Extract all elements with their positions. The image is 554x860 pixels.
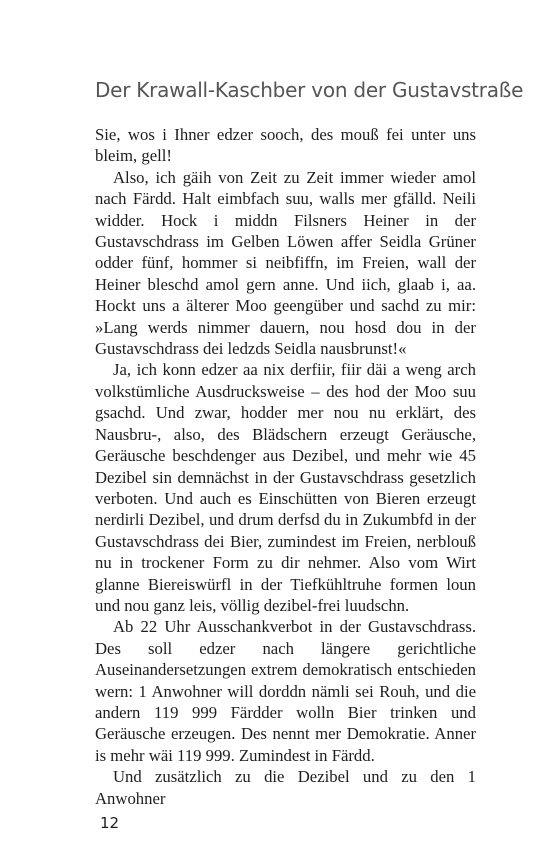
paragraph: Ab 22 Uhr Ausschankverbot in der Gustavschdrass. Des soll edzer nach längere gerichtliche Auseinandersetzungen extrem demokratisch entschieden wern: 1 Anwohner will dorddn nämli sei Rouh, und die andern 119 999 Färdder wolln Bier trinken und Geräusche erzeugen. Des nennt mer Demokratie. Anner is mehr wäi 119 999. Zumindest in Färdd. bbox=[95, 617, 476, 765]
paragraph: Ja, ich konn edzer aa nix derfiir, fiir däi a weng arch volkstümliche Ausdrucksweise – des hod der Moo suu gsachd. Und zwar, hodder mer nou nu erklärt, des Nausbru-, also, des Blädschern erzeugt Geräusche, Geräusche beschdenger aus Dezibel, und mehr wie 45 Dezibel sin demnächst in der Gustavschdrass gesetzlich verboten. Und auch es Einschütten von Bieren erzeugt nerdirli Dezibel, und drum derfsd du in Zukumbfd in der Gustavschdrass dei Bier, zumindest im Freien, nerblouß nu in trockener Form zu dir nehmer. Also vom Wirt glanne Biereiswürfl in der Tiefkühltruhe formen loun und nou ganz leis, völlig dezibel-frei luudschn. bbox=[95, 360, 476, 615]
paragraph: Und zusätzlich zu die Dezibel und zu den 1 Anwohner bbox=[95, 767, 476, 808]
paragraph: Sie, wos i Ihner edzer sooch, des mouß fei unter uns bleim, gell! bbox=[95, 125, 476, 166]
body-text bbox=[95, 124, 476, 809]
running-header: Der Krawall-Kaschber von der Gustavstraße bbox=[95, 78, 524, 102]
page-number: 12 bbox=[100, 814, 120, 832]
paragraph: Also, ich gäih von Zeit zu Zeit immer wieder amol nach Färdd. Halt eimbfach suu, walls mer gfälld. Neili widder. Hock i middn Filsners Heiner in der Gustavschdrass im Gelben Löwen affer Seidla Grüner odder fünf, hommer si neibfiffn, im Freien, wall der Heiner bleschd amol gern anne. Und iich, glaab i, aa. Hockt uns a älterer Moo geengüber und sachd zu mir: »Lang werds nimmer dauern, nou hosd dou in der Gustavschdrass dei ledzds Seidla nausbrunst!« bbox=[95, 167, 476, 359]
